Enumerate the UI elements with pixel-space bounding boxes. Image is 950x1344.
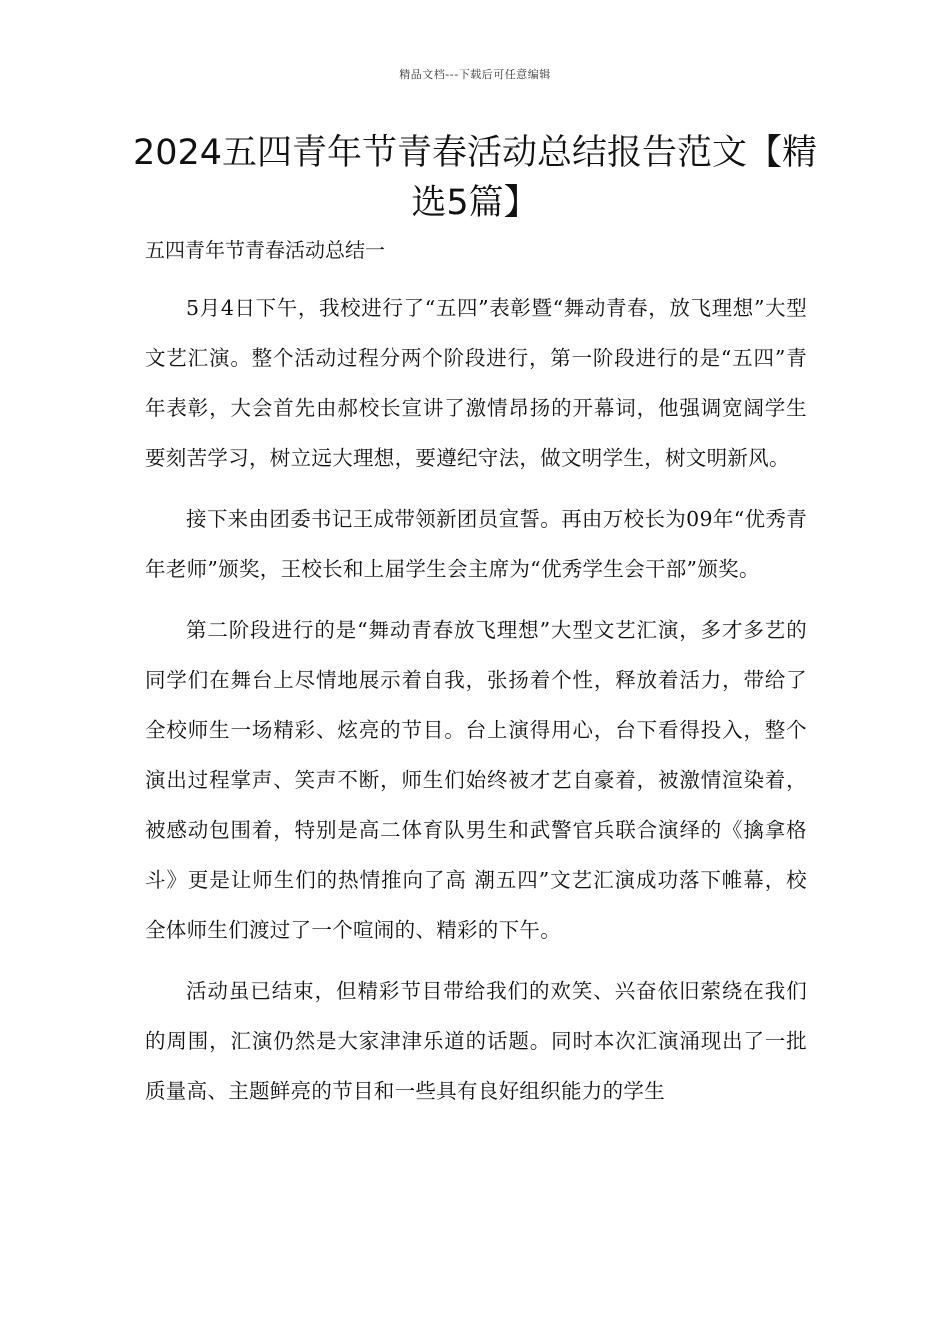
paragraph: 5月4日下午，我校进行了“五四”表彰暨“舞动青春，放飞理想”大型文艺汇演。整个活动过程分两个阶段进行，第一阶段进行的是“五四”青年表彰，大会首先由郝校长宣讲了激情昂扬的开幕词，他强调宽阔学生要刻苦学习，树立远大理想，要遵纪守法，做文明学生，树文明新风。 [145,296,807,470]
body-text [145,283,807,1127]
section-heading: 五四青年节青春活动总结一 [145,238,385,262]
paragraph: 第二阶段进行的是“舞动青春放飞理想”大型文艺汇演，多才多艺的同学们在舞台上尽情地展示着自我，张扬着个性，释放着活力，带给了全校师生一场精彩、炫亮的节目。台上演得用心，台下看得投入，整个演出过程掌声、笑声不断，师生们始终被才艺自豪着，被激情渲染着，被感动包围着，特别是高二体育队男生和武警官兵联合演绎的《擒拿格斗》更是让师生们的热情推向了高 潮五四”文艺汇演成功落下帷幕，校全体师生们渡过了一个喧闹的、精彩的下午。 [145,618,807,942]
paragraph: 活动虽已结束，但精彩节目带给我们的欢笑、兴奋依旧萦绕在我们的周围，汇演仍然是大家津津乐道的话题。同时本次汇演涌现出了一批质量高、主题鲜亮的节目和一些具有良好组织能力的学生 [145,979,807,1103]
header-note: 精品文档---下载后可任意编辑 [399,68,551,81]
document-title: 2024五四青年节青春活动总结报告范文【精选5篇】 [132,133,818,223]
paragraph: 接下来由团委书记王成带领新团员宣誓。再由万校长为09年“优秀青年老师”颁奖，王校长和上届学生会主席为“优秀学生会干部”颁奖。 [145,507,807,581]
